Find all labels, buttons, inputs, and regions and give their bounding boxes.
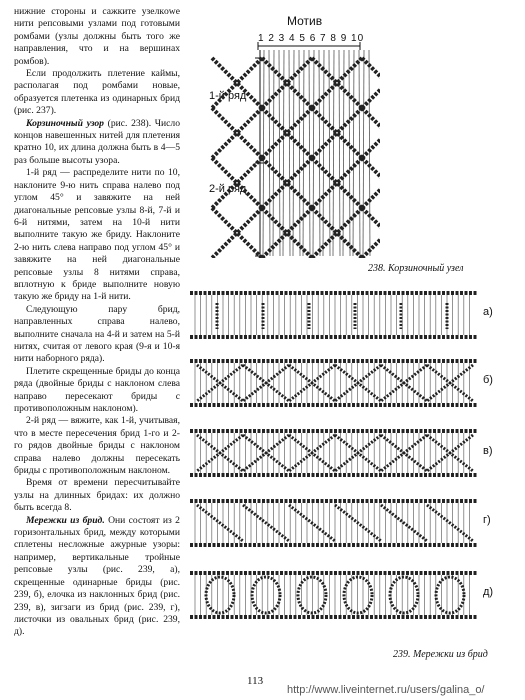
band-label-b: б): [483, 374, 493, 386]
oval-brida: [390, 577, 418, 613]
band-label-d: д): [483, 586, 494, 598]
openwork-bands-diagram: [185, 285, 485, 665]
text-column: [14, 6, 180, 639]
diagonal-brida: [427, 505, 473, 541]
paragraph: Время от времени пересчитывайте узлы на длинных бридах: их должно быть всегда 8.: [14, 477, 180, 514]
paragraph: 1-й ряд — распределите нити по 10, наклоните 9-ю нить справа налево под углом 45° и завяжите на ней диагональные репсовые узлы 8-й, 7-й и 6-й нитями, затем на 10-й нити выполните такую же бриду. Наклоните 2-ю нить слева направо под углом 45° и завяжите на ней диагональные репсовые узлы 8 нитями справа, вплотную к бриде выполните новую такую же бриду на 1-й нити.: [14, 167, 180, 303]
row1-label: 1-й ряд: [209, 90, 247, 102]
figure-239-caption: 239. Мережки из брид: [393, 649, 488, 660]
oval-brida: [298, 577, 326, 613]
paragraph: [14, 118, 180, 168]
paragraph: 2-й ряд — вяжите, как 1-й, учитывая, что в месте пересечения брид 1-го и 2-го рядов двойные бриды с наклоном справа налево должны пересекать бриды с противоположным наклоном.: [14, 415, 180, 477]
clip-frame: [262, 50, 374, 256]
paragraph: Следующую пару брид, направленных справа налево, выполните сначала на 4-й и затем на 5-й нитях, считая от левого края (9-я и 10-я нити наборного ряда).: [14, 303, 180, 365]
knot-pattern: [212, 50, 380, 258]
diagonal-brida: [197, 505, 243, 541]
section-title: Корзиночный узор: [26, 117, 104, 129]
paragraph: Если продолжить плетение каймы, располагая под ромбами новые, образуется плетенка из одинарных брид (рис. 237).: [14, 68, 180, 117]
basket-knot-diagram: [200, 28, 380, 258]
paragraph-text: (рис. 238). Число концов навешенных нитей для плетения кратно 10, их длина должна быть в 4—5 раз больше высоты узора.: [14, 117, 180, 166]
paragraph-text: Они состоят из 2 горизонтальных брид, между которыми сплетены несложные ажурные узоры: например, вертикальные тройные репсовые узлы (рис. 239, а), скрещенные одинарные бриды (рис. 239, б), елочка из наклонных брид (рис. 239, в), зигзаги из брид (рис. 239, г), листочки из овальных брид (рис. 239, д).: [14, 514, 180, 638]
section-title: Мережки из брид.: [26, 514, 105, 526]
page-number: 113: [247, 675, 264, 687]
band-label-v: в): [483, 445, 493, 457]
paragraph: нижние стороны и сажките узелкowe нити репсовыми узлами под готовыми ромбами (узлы должны быть того же направления, что и на вершинах ромбов).: [14, 6, 180, 67]
watermark-url: http://www.liveinternet.ru/users/galina_o/: [287, 684, 485, 696]
paragraph: [14, 515, 180, 639]
oval-brida: [206, 577, 234, 613]
band-label-a: а): [483, 306, 493, 318]
oval-brida: [436, 577, 464, 613]
motif-label: Мотив: [287, 14, 323, 28]
oval-brida: [252, 577, 280, 613]
figure-238-caption: 238. Корзиночный узел: [368, 263, 464, 274]
band-label-g: г): [483, 514, 491, 526]
oval-brida: [344, 577, 372, 613]
paragraph: Плетите скрещенные бриды до конца ряда (двойные бриды с наклоном слева направо пересекают бриды с противоположным наклоном).: [14, 365, 180, 414]
row2-label: 2-й ряд: [209, 183, 247, 195]
diagonal-brida: [243, 505, 289, 541]
diagonal-brida: [381, 505, 427, 541]
thread-numbers: 1 2 3 4 5 6 7 8 9 10: [258, 33, 365, 44]
